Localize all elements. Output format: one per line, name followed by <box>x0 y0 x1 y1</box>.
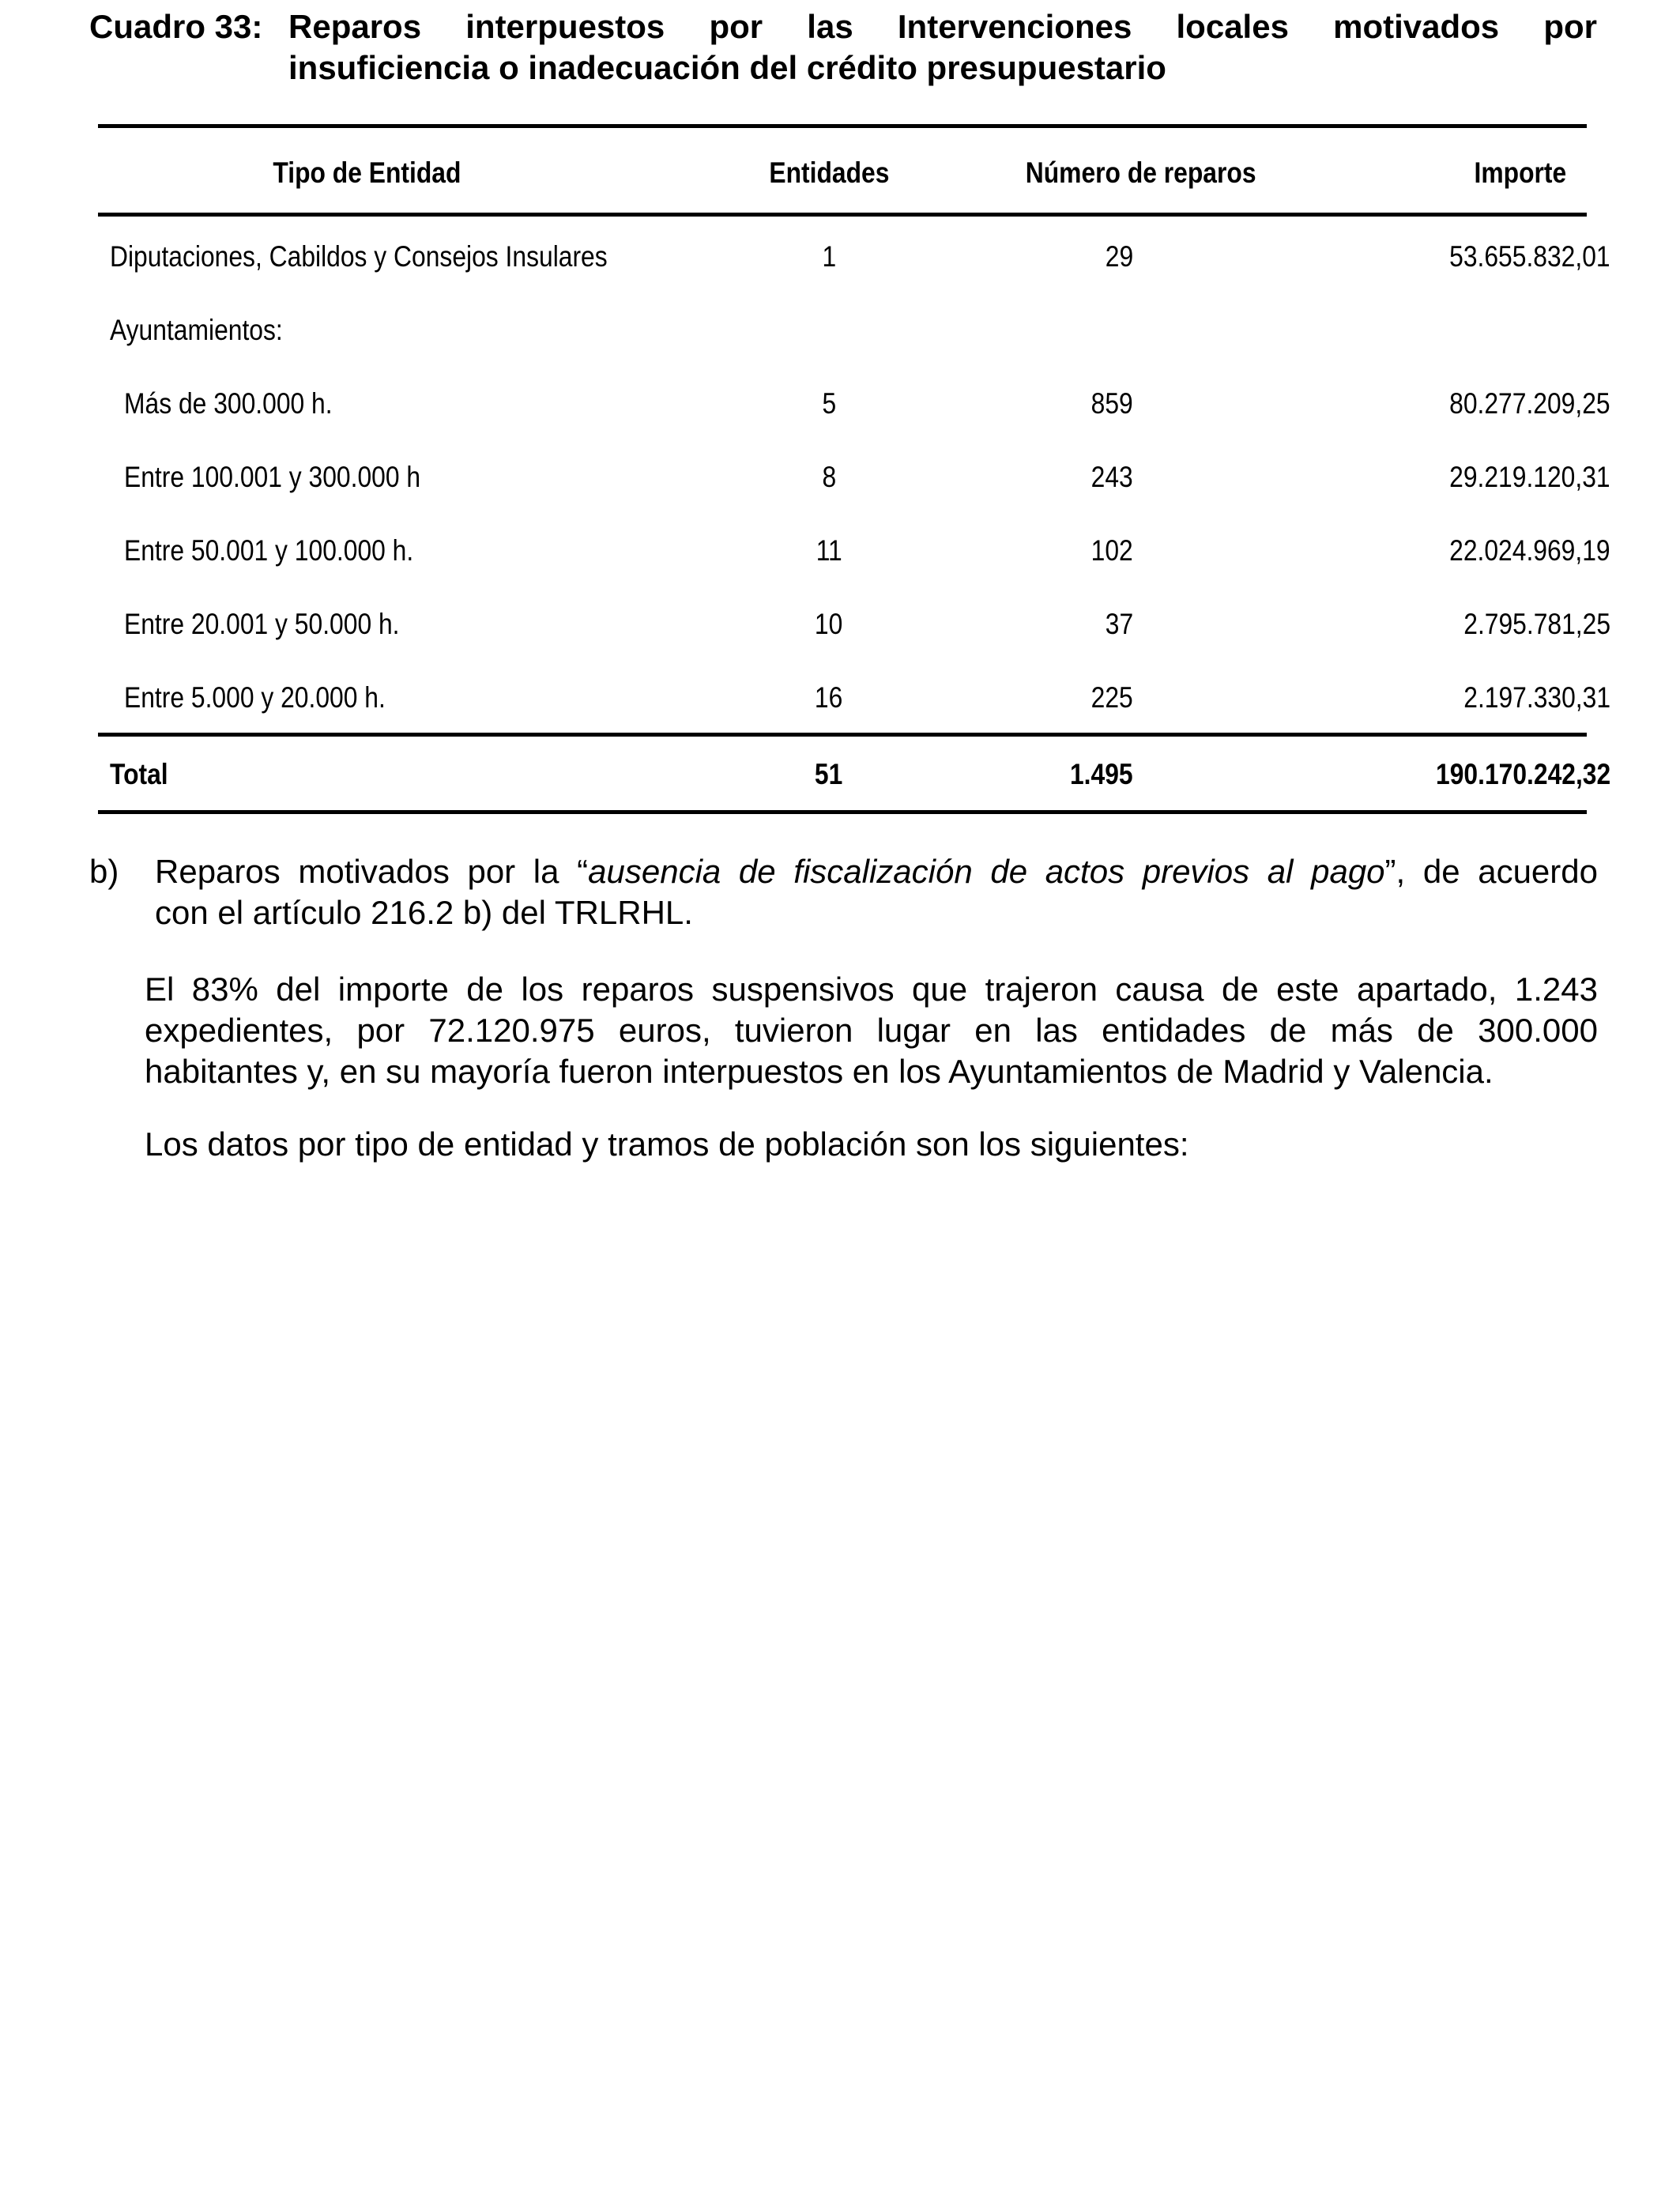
table-row-numero: 102 <box>1090 534 1133 567</box>
table-row-entidades: 11 <box>816 534 842 567</box>
paragraph-1-line3: habitantes y, en su mayoría fueron interpuestos en los Ayuntamientos de Madrid y Valencia. <box>145 1053 1494 1090</box>
header-entidades: Entidades <box>768 156 890 189</box>
table-row-entidades: 10 <box>815 608 843 640</box>
caption-title-line1: Reparos interpuestos por las Intervenciones locales motivados por <box>288 8 1597 45</box>
table-row-importe: 2.197.330,31 <box>1463 681 1610 714</box>
table-row-numero: 37 <box>1105 608 1133 640</box>
table-row-importe: 53.655.832,01 <box>1449 240 1610 273</box>
table-row-name: Entre 100.001 y 300.000 h <box>124 461 421 493</box>
table-row-numero: 225 <box>1090 681 1133 714</box>
header-numero-reparos: Número de reparos <box>1026 156 1256 189</box>
table-row-importe: 80.277.209,25 <box>1449 387 1610 420</box>
total-top-rule <box>98 733 1587 737</box>
table-row-name: Ayuntamientos: <box>110 314 283 346</box>
section-b-heading <box>155 851 1598 933</box>
table-row-entidades: 5 <box>822 387 836 420</box>
table-row-entidades: 1 <box>822 240 836 273</box>
section-b-line1: Reparos motivados por la “ausencia de fiscalización de actos previos al pago”, de acuerdo <box>155 853 1598 890</box>
table-row-numero: 29 <box>1105 240 1133 273</box>
paragraph-1 <box>145 969 1598 1092</box>
table-row-importe: 2.795.781,25 <box>1463 608 1610 640</box>
total-row-entidades: 51 <box>815 758 843 790</box>
table-row-entidades: 8 <box>822 461 836 493</box>
header-importe: Importe <box>1474 156 1567 189</box>
caption-title-line2: insuficiencia o inadecuación del crédito presupuestario <box>288 49 1166 86</box>
total-row-name: Total <box>110 758 168 790</box>
caption-title <box>288 6 1597 89</box>
paragraph-2: Los datos por tipo de entidad y tramos de población son los siguientes: <box>145 1125 1189 1163</box>
table-bottom-rule <box>98 810 1587 814</box>
header-bottom-rule <box>98 213 1587 217</box>
table-row-numero: 859 <box>1090 387 1133 420</box>
table-row-name: Entre 5.000 y 20.000 h. <box>124 681 386 714</box>
table-row-entidades: 16 <box>815 681 843 714</box>
table-row-importe: 22.024.969,19 <box>1449 534 1610 567</box>
paragraph-1-line1: El 83% del importe de los reparos suspensivos que trajeron causa de este apartado, 1.243 <box>145 971 1598 1008</box>
table-row-importe: 29.219.120,31 <box>1449 461 1610 493</box>
table-row-name: Entre 50.001 y 100.000 h. <box>124 534 414 567</box>
header-tipo-entidad: Tipo de Entidad <box>272 156 461 189</box>
table-row-numero: 243 <box>1090 461 1133 493</box>
table-row-name: Entre 20.001 y 50.000 h. <box>124 608 400 640</box>
section-b-line2: con el artículo 216.2 b) del TRLRHL. <box>155 894 693 931</box>
table-top-rule <box>98 124 1587 128</box>
table-row-name: Diputaciones, Cabildos y Consejos Insulares <box>110 240 608 273</box>
section-b-label: b) <box>89 853 119 890</box>
table-caption <box>89 6 1597 89</box>
caption-label: Cuadro 33: <box>89 8 263 45</box>
section-b-italic: ausencia de fiscalización de actos previos al pago <box>588 853 1385 890</box>
total-row-numero: 1.495 <box>1070 758 1133 790</box>
total-row-importe: 190.170.242,32 <box>1435 758 1610 790</box>
paragraph-1-line2: expedientes, por 72.120.975 euros, tuvieron lugar en las entidades de más de 300.000 <box>145 1012 1598 1049</box>
table-row-name: Más de 300.000 h. <box>124 387 333 420</box>
